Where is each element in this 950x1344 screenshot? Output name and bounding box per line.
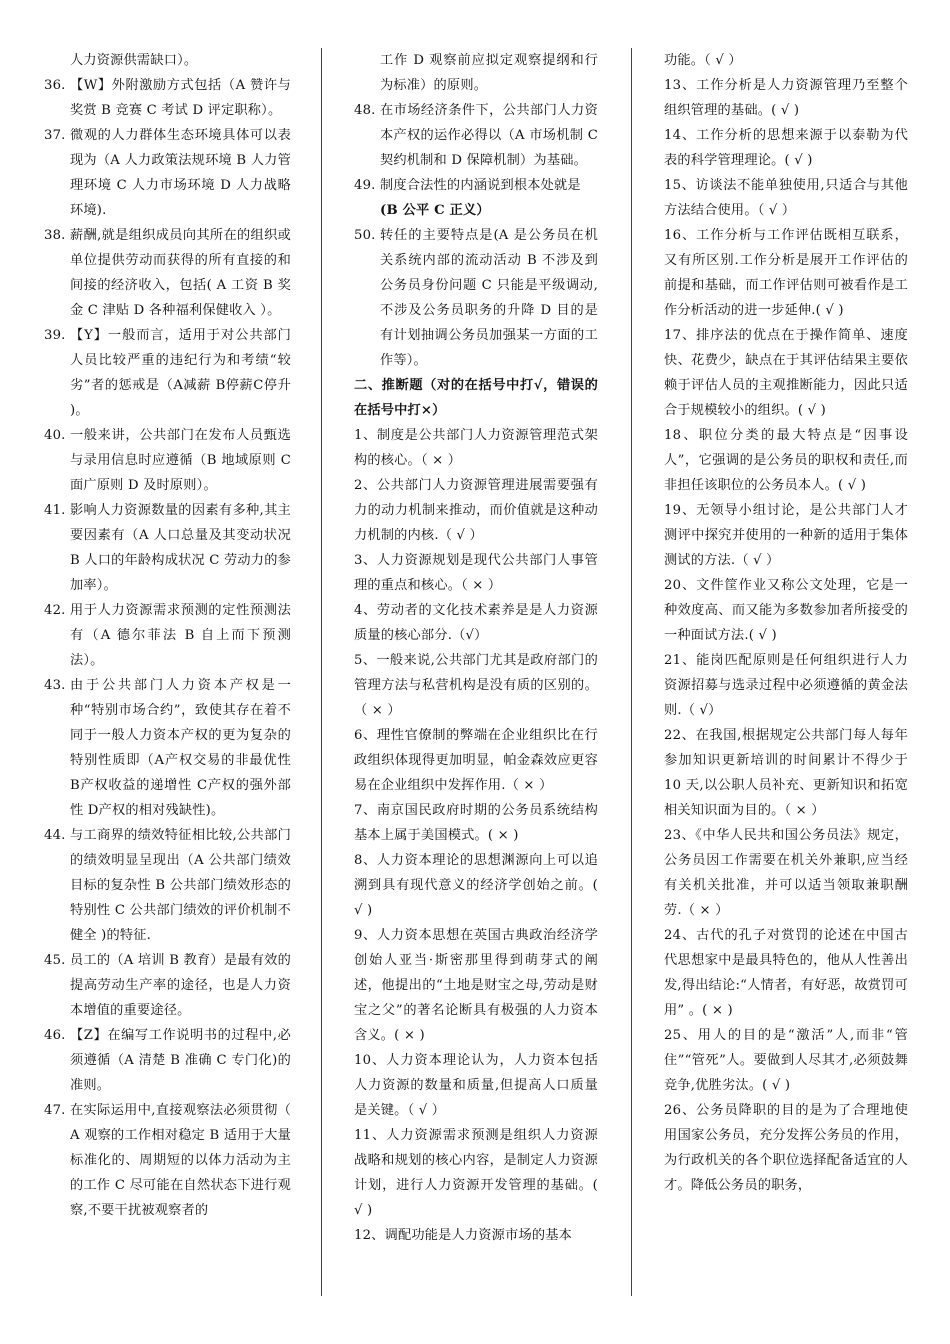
question-49-answer: (B 公平 C 正义）	[380, 203, 490, 218]
continued-text: 人力资源供需缺口）。	[70, 53, 198, 68]
judgement-10: 10、人力资本理论认为，人力资本包括人力资源的数量和质量,但提高人口质量是关键。（ √ ）	[354, 1053, 598, 1118]
question-48: 48. 在市场经济条件下，公共部门人力资本产权的运作必得以（A 市场机制 C 契约机制和 D 保障机制）为基础。	[354, 103, 598, 168]
judgement-14: 14、工作分析的思想来源于以泰勒为代表的科学管理理论。( √ )	[664, 128, 908, 168]
judgement-9: 9、人力资本思想在英国古典政治经济学创始人亚当·斯密那里得到萌芽式的阐述，他提出的“土地是财宝之母,劳动是财宝之父”的著名论断具有极强的人力资本含义。( × )	[354, 928, 598, 1043]
judgement-18: 18、职位分类的最大特点是“因事设人”，它强调的是公务员的职权和责任,而非担任该职位的公务员本人。( √ )	[664, 428, 908, 493]
section-heading-judgement: 二、推断题（对的在括号中打√，错误的在括号中打×）	[354, 378, 598, 418]
judgement-20: 20、文件筐作业又称公文处理，它是一种效度高、而又能为多数参加者所接受的一种面试方法.( √ )	[664, 578, 908, 643]
judgement-11: 11、人力资源需求预测是组织人力资源战略和规划的核心内容，是制定人力资源计划，进行人力资源开发管理的基础。( √ )	[354, 1128, 598, 1218]
judgement-24: 24、古代的孔子对赏罚的论述在中国古代思想家中是最具特色的，他从人性善出发,得出结论:“人情者，有好恶，故赏罚可用” 。( × )	[664, 928, 908, 1018]
question-43: 43. 由于公共部门人力资本产权是一种“特别市场合约”，致使其存在着不同于一般人力资本产权的更为复杂的特别性质即（A产权交易的非最优性 B产权收益的递增性 C产权的强外部性 D产权的相对残缺性)。	[44, 678, 291, 818]
column-divider-right	[631, 48, 632, 1296]
question-40: 40. 一般来讲，公共部门在发布人员甄选与录用信息时应遵循（B 地域原则 C 面广原则 D 及时原则）。	[44, 428, 291, 493]
question-39: 39. 【Y】一般而言，适用于对公共部门人员比较严重的违纪行为和考绩“较劣”者的惩戒是（A减薪 B停薪C停升 )。	[44, 328, 291, 418]
judgement-21: 21、能岗匹配原则是任何组织进行人力资源招募与选录过程中必须遵循的黄金法则.（ √）	[664, 653, 908, 718]
judgement-7: 7、南京国民政府时期的公务员系统结构基本上属于美国模式。( × )	[354, 803, 598, 843]
judgement-13: 13、工作分析是人力资源管理乃至整个组织管理的基础。( √ )	[664, 78, 908, 118]
question-45: 45. 员工的（A 培训 B 教育）是最有效的提高劳动生产率的途径，也是人力资本增值的重要途径。	[44, 953, 291, 1018]
question-41: 41. 影响人力资源数量的因素有多种,其主要因素有（A 人口总量及其变动状况 B 人口的年龄构成状况 C 劳动力的参加率）。	[44, 503, 291, 593]
question-50: 50. 转任的主要特点是(A 是公务员在机关系统内部的流动活动 B 不涉及到公务员身份问题 C 只能是平级调动,不涉及公务员职务的升降 D 目的是有计划抽调公务员加强某一方面的工作等）。	[354, 228, 598, 368]
question-44: 44. 与工商界的绩效特征相比较,公共部门的绩效明显呈现出（A 公共部门绩效目标的复杂性 B 公共部门绩效形态的特别性 C 公共部门绩效的评价机制不健全 )的特征.	[44, 828, 291, 943]
judgement-5: 5、一般来说,公共部门尤其是政府部门的管理方法与私营机构是没有质的区别的。（ × ）	[354, 653, 598, 718]
column-left	[44, 48, 291, 1223]
judgement-1: 1、制度是公共部门人力资源管理范式架构的核心。（ × ）	[354, 428, 598, 468]
judgement-16: 16、工作分析与工作评估既相互联系，又有所区别.工作分析是展开工作评估的前提和基础，而工作评估则可被看作是工作分析活动的进一步延伸.( √ )	[664, 228, 908, 318]
judgement-12-cont: 功能。（ √ ）	[664, 53, 742, 68]
judgement-22: 22、在我国,根据规定公共部门每人每年参加知识更新培训的时间累计不得少于 10 天,以公职人员补充、更新知识和拓宽相关知识面为目的。（ × ）	[664, 728, 908, 818]
column-right	[664, 48, 908, 1198]
question-37: 37. 微观的人力群体生态环境具体可以表现为（A 人力政策法规环境 B 人力管理环境 C 人力市场环境 D 人力战略环境).	[44, 128, 291, 218]
question-36: 36. 【W】外附激励方式包括（A 赞许与奖赏 B 竞赛 C 考试 D 评定职称）。	[44, 78, 291, 118]
continued-text: 工作 D 观察前应拟定观察提纲和行为标准）的原则。	[380, 53, 598, 93]
judgement-26: 26、公务员降职的目的是为了合理地使用国家公务员，充分发挥公务员的作用，为行政机关的各个职位选择配备适宜的人才。降低公务员的职务，	[664, 1103, 908, 1193]
column-middle	[354, 48, 598, 1248]
judgement-15: 15、访谈法不能单独使用,只适合与其他方法结合使用。（ √ ）	[664, 178, 908, 218]
judgement-2: 2、公共部门人力资源管理进展需要强有力的动力机制来推动，而价值就是这种动力机制的内核.（ √ ）	[354, 478, 598, 543]
judgement-23: 23、《中华人民共和国公务员法》规定，公务员因工作需要在机关外兼职,应当经有关机关批准，并可以适当领取兼职酬劳.（ × ）	[664, 828, 908, 918]
question-49: 49. 制度合法性的内涵说到根本处就是	[354, 178, 581, 193]
question-46: 46. 【Z】在编写工作说明书的过程中,必须遵循（A 清楚 B 准确 C 专门化)的准则。	[44, 1028, 291, 1093]
judgement-12: 12、调配功能是人力资源市场的基本	[354, 1228, 572, 1243]
judgement-6: 6、理性官僚制的弊端在企业组织比在行政组织体现得更加明显，帕金森效应更容易在企业组织中发挥作用.（ × ）	[354, 728, 598, 793]
judgement-17: 17、排序法的优点在于操作简单、速度快、花费少，缺点在于其评估结果主要依赖于评估人员的主观推断能力，因此只适合于规模较小的组织。( √ )	[664, 328, 908, 418]
question-38: 38. 薪酬,就是组织成员向其所在的组织或单位提供劳动而获得的所有直接的和间接的经济收入，包括( A 工资 B 奖金 C 津贴 D 各种福利保健收入 ）。	[44, 228, 291, 318]
judgement-25: 25、用人的目的是“激活”人,而非“管住”“管死”人。要做到人尽其才,必须鼓舞竞争,优胜劣汰。( √ )	[664, 1028, 908, 1093]
judgement-8: 8、人力资本理论的思想渊源向上可以追溯到具有现代意义的经济学创始之前。( √ )	[354, 853, 598, 918]
judgement-4: 4、劳动者的文化技术素养是是人力资源质量的核心部分.（√）	[354, 603, 598, 643]
judgement-19: 19、无领导小组讨论，是公共部门人才测评中探究并使用的一种新的适用于集体测试的方法.（ √ ）	[664, 503, 908, 568]
column-divider-left	[321, 48, 322, 1296]
question-47: 47. 在实际运用中,直接观察法必须贯彻（ A 观察的工作相对稳定 B 适用于大量标准化的、周期短的以体力活动为主的工作 C 尽可能在自然状态下进行观察,不要干扰被观察者的	[44, 1103, 291, 1218]
judgement-3: 3、人力资源规划是现代公共部门人事管理的重点和核心。（ × ）	[354, 553, 598, 593]
question-42: 42. 用于人力资源需求预测的定性预测法有（A 德尔菲法 B 自上而下预测法）。	[44, 603, 291, 668]
